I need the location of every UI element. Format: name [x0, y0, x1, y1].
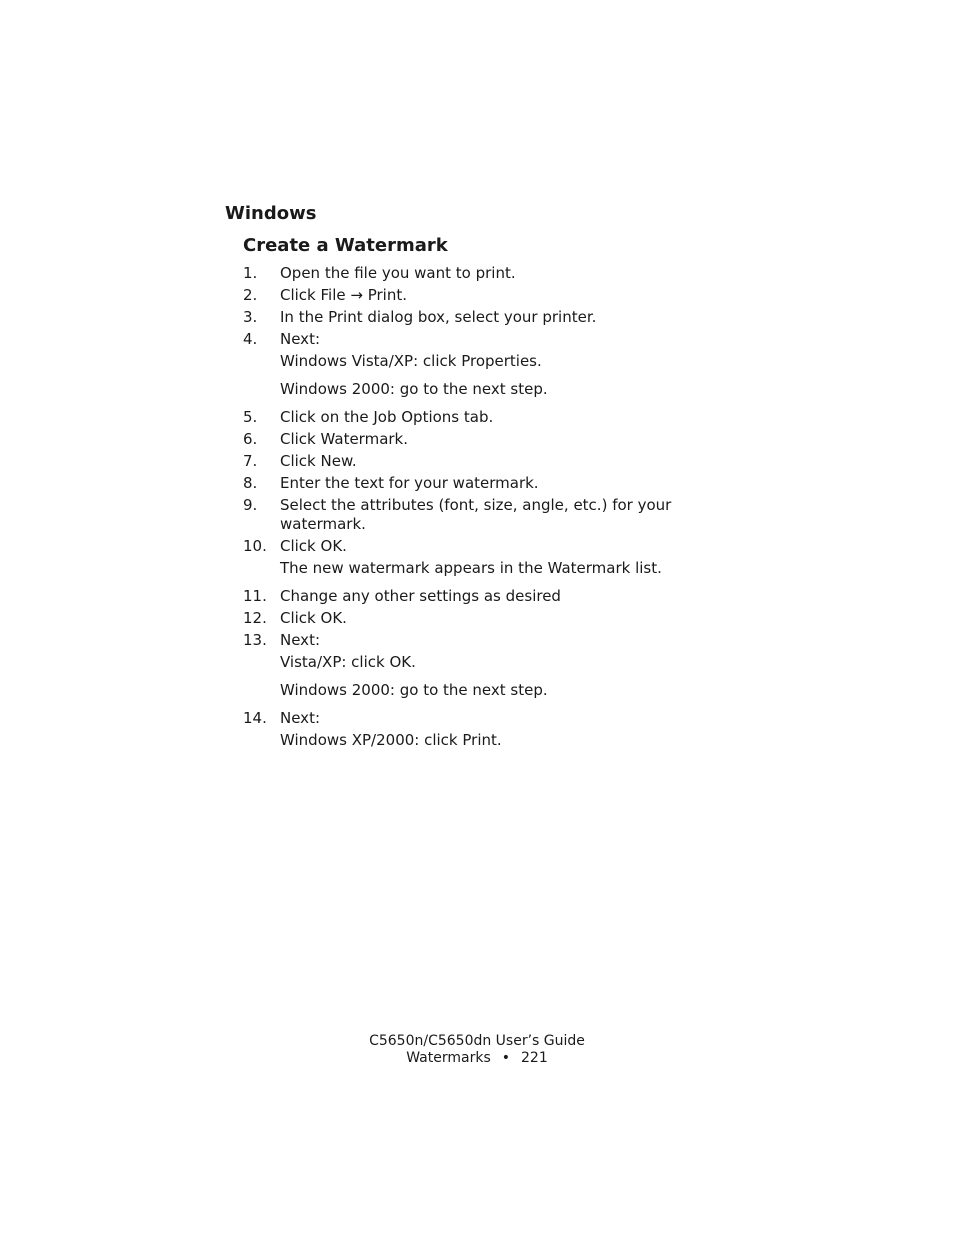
step-item — [243, 496, 723, 534]
step-number: 13. — [243, 631, 267, 649]
step-item — [243, 308, 723, 327]
step-item — [243, 474, 723, 493]
step-number: 2. — [243, 286, 258, 304]
footer-guide-title: C5650n/C5650dn User’s Guide — [369, 1033, 585, 1049]
step-text: Click File → Print. — [280, 286, 407, 304]
step-note: Vista/XP: click OK. — [280, 653, 416, 671]
step-number: 11. — [243, 587, 267, 605]
step-item — [243, 330, 723, 399]
step-item — [243, 609, 723, 628]
step-note: Windows 2000: go to the next step. — [280, 380, 548, 398]
step-text: Open the file you want to print. — [280, 264, 516, 282]
step-number: 3. — [243, 308, 258, 326]
step-item — [243, 408, 723, 427]
step-number: 10. — [243, 537, 267, 555]
step-item — [243, 264, 723, 283]
step-item — [243, 537, 723, 578]
step-text: Click Watermark. — [280, 430, 409, 448]
footer-separator: • — [501, 1050, 511, 1066]
step-text: Click on the Job Options tab. — [280, 408, 494, 426]
step-note: Windows 2000: go to the next step. — [280, 681, 548, 699]
step-number: 7. — [243, 452, 258, 470]
step-number: 1. — [243, 264, 258, 282]
subsection-heading: Create a Watermark — [243, 235, 448, 256]
step-text: Next: — [280, 631, 320, 649]
step-note: The new watermark appears in the Watermark list. — [280, 559, 662, 577]
step-text: Next: — [280, 709, 320, 727]
section-heading: Windows — [225, 203, 317, 224]
footer-section: Watermarks — [406, 1050, 491, 1066]
step-text: Click OK. — [280, 537, 347, 555]
step-number: 14. — [243, 709, 267, 727]
step-note: Windows XP/2000: click Print. — [280, 731, 502, 749]
step-item — [243, 587, 723, 606]
step-number: 9. — [243, 496, 258, 514]
step-item — [243, 709, 723, 750]
step-number: 8. — [243, 474, 258, 492]
steps-list — [243, 264, 723, 753]
page-footer — [0, 1033, 954, 1067]
step-number: 6. — [243, 430, 258, 448]
step-item — [243, 286, 723, 305]
step-text: Change any other settings as desired — [280, 587, 561, 605]
step-text: Click New. — [280, 452, 357, 470]
step-text: In the Print dialog box, select your printer. — [280, 308, 597, 326]
step-number: 12. — [243, 609, 267, 627]
step-text: Enter the text for your watermark. — [280, 474, 539, 492]
footer-page-info — [0, 1050, 954, 1067]
step-number: 5. — [243, 408, 258, 426]
page-number: 221 — [521, 1050, 548, 1066]
step-item — [243, 631, 723, 700]
step-text: Click OK. — [280, 609, 347, 627]
step-item — [243, 452, 723, 471]
step-note: Windows Vista/XP: click Properties. — [280, 352, 542, 370]
step-text: Select the attributes (font, size, angle, etc.) for your watermark. — [280, 496, 672, 533]
step-item — [243, 430, 723, 449]
step-text: Next: — [280, 330, 320, 348]
step-number: 4. — [243, 330, 258, 348]
